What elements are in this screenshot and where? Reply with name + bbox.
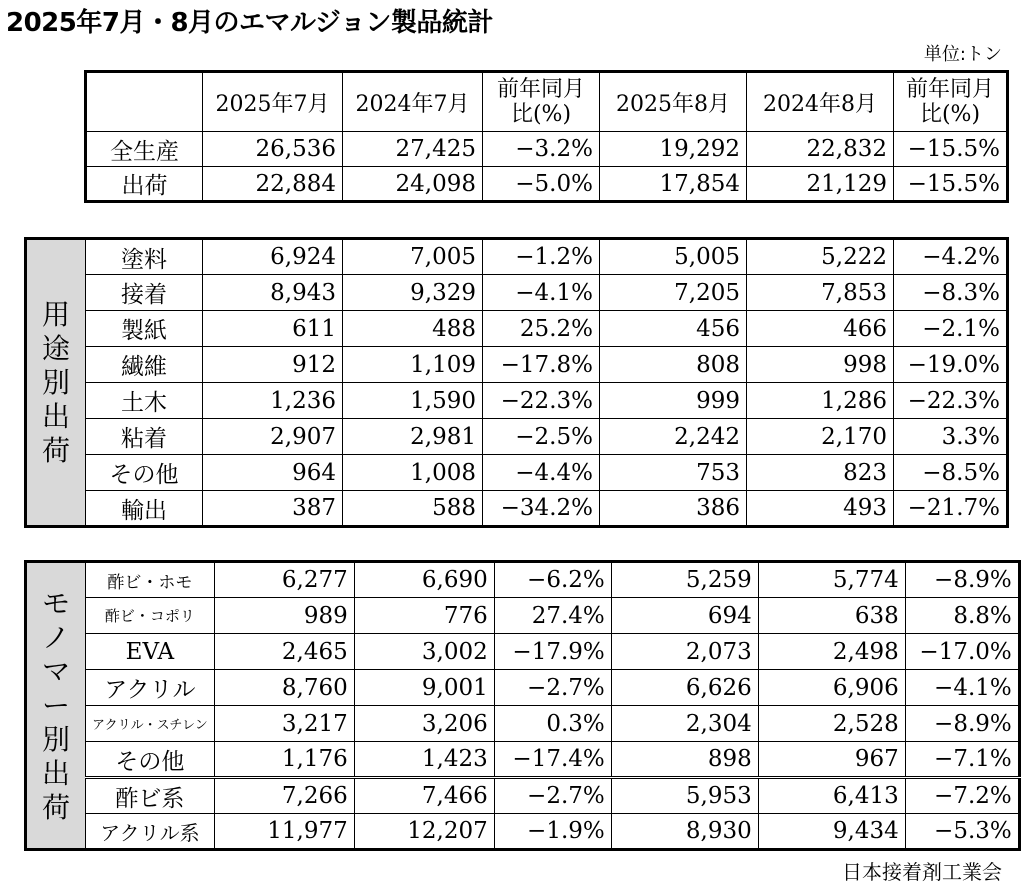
unit-label: 単位:トン	[923, 44, 1002, 65]
cell-value: 1,236	[203, 383, 343, 419]
cell-value: −17.9%	[494, 634, 611, 670]
cell-value: 19,292	[600, 132, 747, 167]
cell-value: 9,434	[758, 814, 905, 850]
row-label: 粘着	[86, 419, 203, 455]
cell-value: −17.0%	[905, 634, 1019, 670]
col-yoy-07	[483, 72, 600, 132]
cell-value: 823	[747, 455, 894, 491]
col-2024-07: 2024年7月	[343, 72, 483, 132]
cell-value: 8,943	[203, 275, 343, 311]
row-label: 繊維	[86, 347, 203, 383]
cell-value: 776	[354, 598, 494, 634]
row-label: アクリル	[86, 670, 215, 706]
row-label: 塗料	[86, 239, 203, 275]
row-label: 全生産	[86, 132, 203, 167]
col-2025-07: 2025年7月	[203, 72, 343, 132]
table-row	[26, 419, 1008, 455]
cell-value: −2.1%	[894, 311, 1008, 347]
cell-value: 8,760	[214, 670, 354, 706]
cell-value: 964	[203, 455, 343, 491]
cell-value: 7,005	[343, 239, 483, 275]
cell-value: 3,206	[354, 706, 494, 742]
cell-value: 3,002	[354, 634, 494, 670]
cell-value: 989	[214, 598, 354, 634]
cell-value: 8,930	[611, 814, 758, 850]
row-label: アクリル・スチレン	[86, 706, 215, 742]
cell-value: 898	[611, 742, 758, 778]
cell-value: 967	[758, 742, 905, 778]
cell-value: 6,626	[611, 670, 758, 706]
cell-value: −21.7%	[894, 491, 1008, 527]
cell-value: 21,129	[747, 167, 894, 202]
cell-value: 7,466	[354, 778, 494, 814]
cell-value: 6,277	[214, 562, 354, 598]
monomer-group-text: モノマー別出荷	[41, 586, 70, 824]
cell-value: 808	[600, 347, 747, 383]
cell-value: −2.7%	[494, 670, 611, 706]
row-label: その他	[86, 455, 203, 491]
cell-value: 5,222	[747, 239, 894, 275]
table-row	[26, 598, 1020, 634]
cell-value: 6,690	[354, 562, 494, 598]
cell-value: 7,205	[600, 275, 747, 311]
cell-value: 12,207	[354, 814, 494, 850]
row-label: 製紙	[86, 311, 203, 347]
cell-value: 9,329	[343, 275, 483, 311]
cell-value: 998	[747, 347, 894, 383]
cell-value: 1,590	[343, 383, 483, 419]
cell-value: 7,853	[747, 275, 894, 311]
cell-value: 1,109	[343, 347, 483, 383]
cell-value: −7.2%	[905, 778, 1019, 814]
cell-value: −1.9%	[494, 814, 611, 850]
cell-value: 1,423	[354, 742, 494, 778]
cell-value: 5,005	[600, 239, 747, 275]
cell-value: 2,242	[600, 419, 747, 455]
header-corner	[86, 72, 203, 132]
cell-value: 6,413	[758, 778, 905, 814]
yoy-label-line1: 前年同月	[905, 77, 994, 102]
cell-value: −1.2%	[483, 239, 600, 275]
cell-value: 9,001	[354, 670, 494, 706]
col-2025-08: 2025年8月	[600, 72, 747, 132]
cell-value: −4.1%	[483, 275, 600, 311]
table-row	[26, 634, 1020, 670]
cell-value: 5,774	[758, 562, 905, 598]
table-row	[86, 132, 1008, 167]
table-row	[26, 742, 1020, 778]
cell-value: 1,176	[214, 742, 354, 778]
row-label: 酢ビ系	[86, 778, 215, 814]
table-row	[26, 275, 1008, 311]
cell-value: −8.9%	[905, 562, 1019, 598]
cell-value: −5.3%	[905, 814, 1019, 850]
header-row	[86, 72, 1008, 132]
row-label: 土木	[86, 383, 203, 419]
table-row	[26, 239, 1008, 275]
table-row	[26, 562, 1020, 598]
table-row	[26, 311, 1008, 347]
row-label: 輸出	[86, 491, 203, 527]
cell-value: −4.2%	[894, 239, 1008, 275]
cell-value: 7,266	[214, 778, 354, 814]
cell-value: 2,170	[747, 419, 894, 455]
col-2024-08: 2024年8月	[747, 72, 894, 132]
cell-value: −7.1%	[905, 742, 1019, 778]
table-row	[26, 347, 1008, 383]
row-label: 出荷	[86, 167, 203, 202]
summary-table	[84, 70, 1009, 203]
cell-value: 22,832	[747, 132, 894, 167]
cell-value: 456	[600, 311, 747, 347]
cell-value: 17,854	[600, 167, 747, 202]
cell-value: 2,304	[611, 706, 758, 742]
cell-value: −6.2%	[494, 562, 611, 598]
table-row	[26, 814, 1020, 850]
cell-value: −8.5%	[894, 455, 1008, 491]
page-title: 2025年7月・8月のエマルジョン製品統計	[6, 8, 493, 38]
col-yoy-08	[894, 72, 1008, 132]
cell-value: 6,924	[203, 239, 343, 275]
cell-value: −2.5%	[483, 419, 600, 455]
cell-value: −8.3%	[894, 275, 1008, 311]
cell-value: 25.2%	[483, 311, 600, 347]
monomer-group-label	[26, 562, 86, 850]
table-row	[26, 706, 1020, 742]
cell-value: 2,073	[611, 634, 758, 670]
row-label: 酢ビ・ホモ	[86, 562, 215, 598]
monomer-table	[24, 560, 1021, 851]
cell-value: 3.3%	[894, 419, 1008, 455]
cell-value: 11,977	[214, 814, 354, 850]
cell-value: 638	[758, 598, 905, 634]
cell-value: −19.0%	[894, 347, 1008, 383]
cell-value: −15.5%	[894, 167, 1008, 202]
cell-value: 27.4%	[494, 598, 611, 634]
cell-value: 493	[747, 491, 894, 527]
table-row	[26, 491, 1008, 527]
cell-value: 5,953	[611, 778, 758, 814]
cell-value: 588	[343, 491, 483, 527]
cell-value: 386	[600, 491, 747, 527]
cell-value: −34.2%	[483, 491, 600, 527]
cell-value: 488	[343, 311, 483, 347]
yoy-label-line2: 比(%)	[510, 102, 572, 127]
row-label: アクリル系	[86, 814, 215, 850]
cell-value: −4.1%	[905, 670, 1019, 706]
row-label: 酢ビ・コポリ	[86, 598, 215, 634]
cell-value: 22,884	[203, 167, 343, 202]
cell-value: 1,008	[343, 455, 483, 491]
cell-value: 2,498	[758, 634, 905, 670]
table-row	[86, 167, 1008, 202]
cell-value: −3.2%	[483, 132, 600, 167]
cell-value: 5,259	[611, 562, 758, 598]
table-row	[26, 455, 1008, 491]
usage-group-text: 用途別出荷	[41, 297, 70, 467]
cell-value: 27,425	[343, 132, 483, 167]
cell-value: 611	[203, 311, 343, 347]
cell-value: −2.7%	[494, 778, 611, 814]
row-label: 接着	[86, 275, 203, 311]
cell-value: 466	[747, 311, 894, 347]
cell-value: 8.8%	[905, 598, 1019, 634]
row-label: EVA	[86, 634, 215, 670]
cell-value: −17.4%	[494, 742, 611, 778]
cell-value: −17.8%	[483, 347, 600, 383]
cell-value: 999	[600, 383, 747, 419]
yoy-label-line1: 前年同月	[496, 77, 585, 102]
cell-value: 2,907	[203, 419, 343, 455]
table-row	[26, 778, 1020, 814]
cell-value: 912	[203, 347, 343, 383]
usage-group-label	[26, 239, 86, 527]
cell-value: 2,981	[343, 419, 483, 455]
cell-value: −22.3%	[483, 383, 600, 419]
usage-table	[24, 237, 1009, 528]
cell-value: −15.5%	[894, 132, 1008, 167]
cell-value: 387	[203, 491, 343, 527]
row-label: その他	[86, 742, 215, 778]
cell-value: 26,536	[203, 132, 343, 167]
cell-value: 24,098	[343, 167, 483, 202]
cell-value: 1,286	[747, 383, 894, 419]
cell-value: 2,465	[214, 634, 354, 670]
cell-value: −22.3%	[894, 383, 1008, 419]
yoy-label-line2: 比(%)	[919, 102, 981, 127]
cell-value: 3,217	[214, 706, 354, 742]
cell-value: 0.3%	[494, 706, 611, 742]
cell-value: 753	[600, 455, 747, 491]
cell-value: 6,906	[758, 670, 905, 706]
cell-value: −5.0%	[483, 167, 600, 202]
source-label: 日本接着剤工業会	[842, 860, 1002, 884]
cell-value: −4.4%	[483, 455, 600, 491]
table-row	[26, 383, 1008, 419]
cell-value: 694	[611, 598, 758, 634]
table-row	[26, 670, 1020, 706]
cell-value: −8.9%	[905, 706, 1019, 742]
cell-value: 2,528	[758, 706, 905, 742]
